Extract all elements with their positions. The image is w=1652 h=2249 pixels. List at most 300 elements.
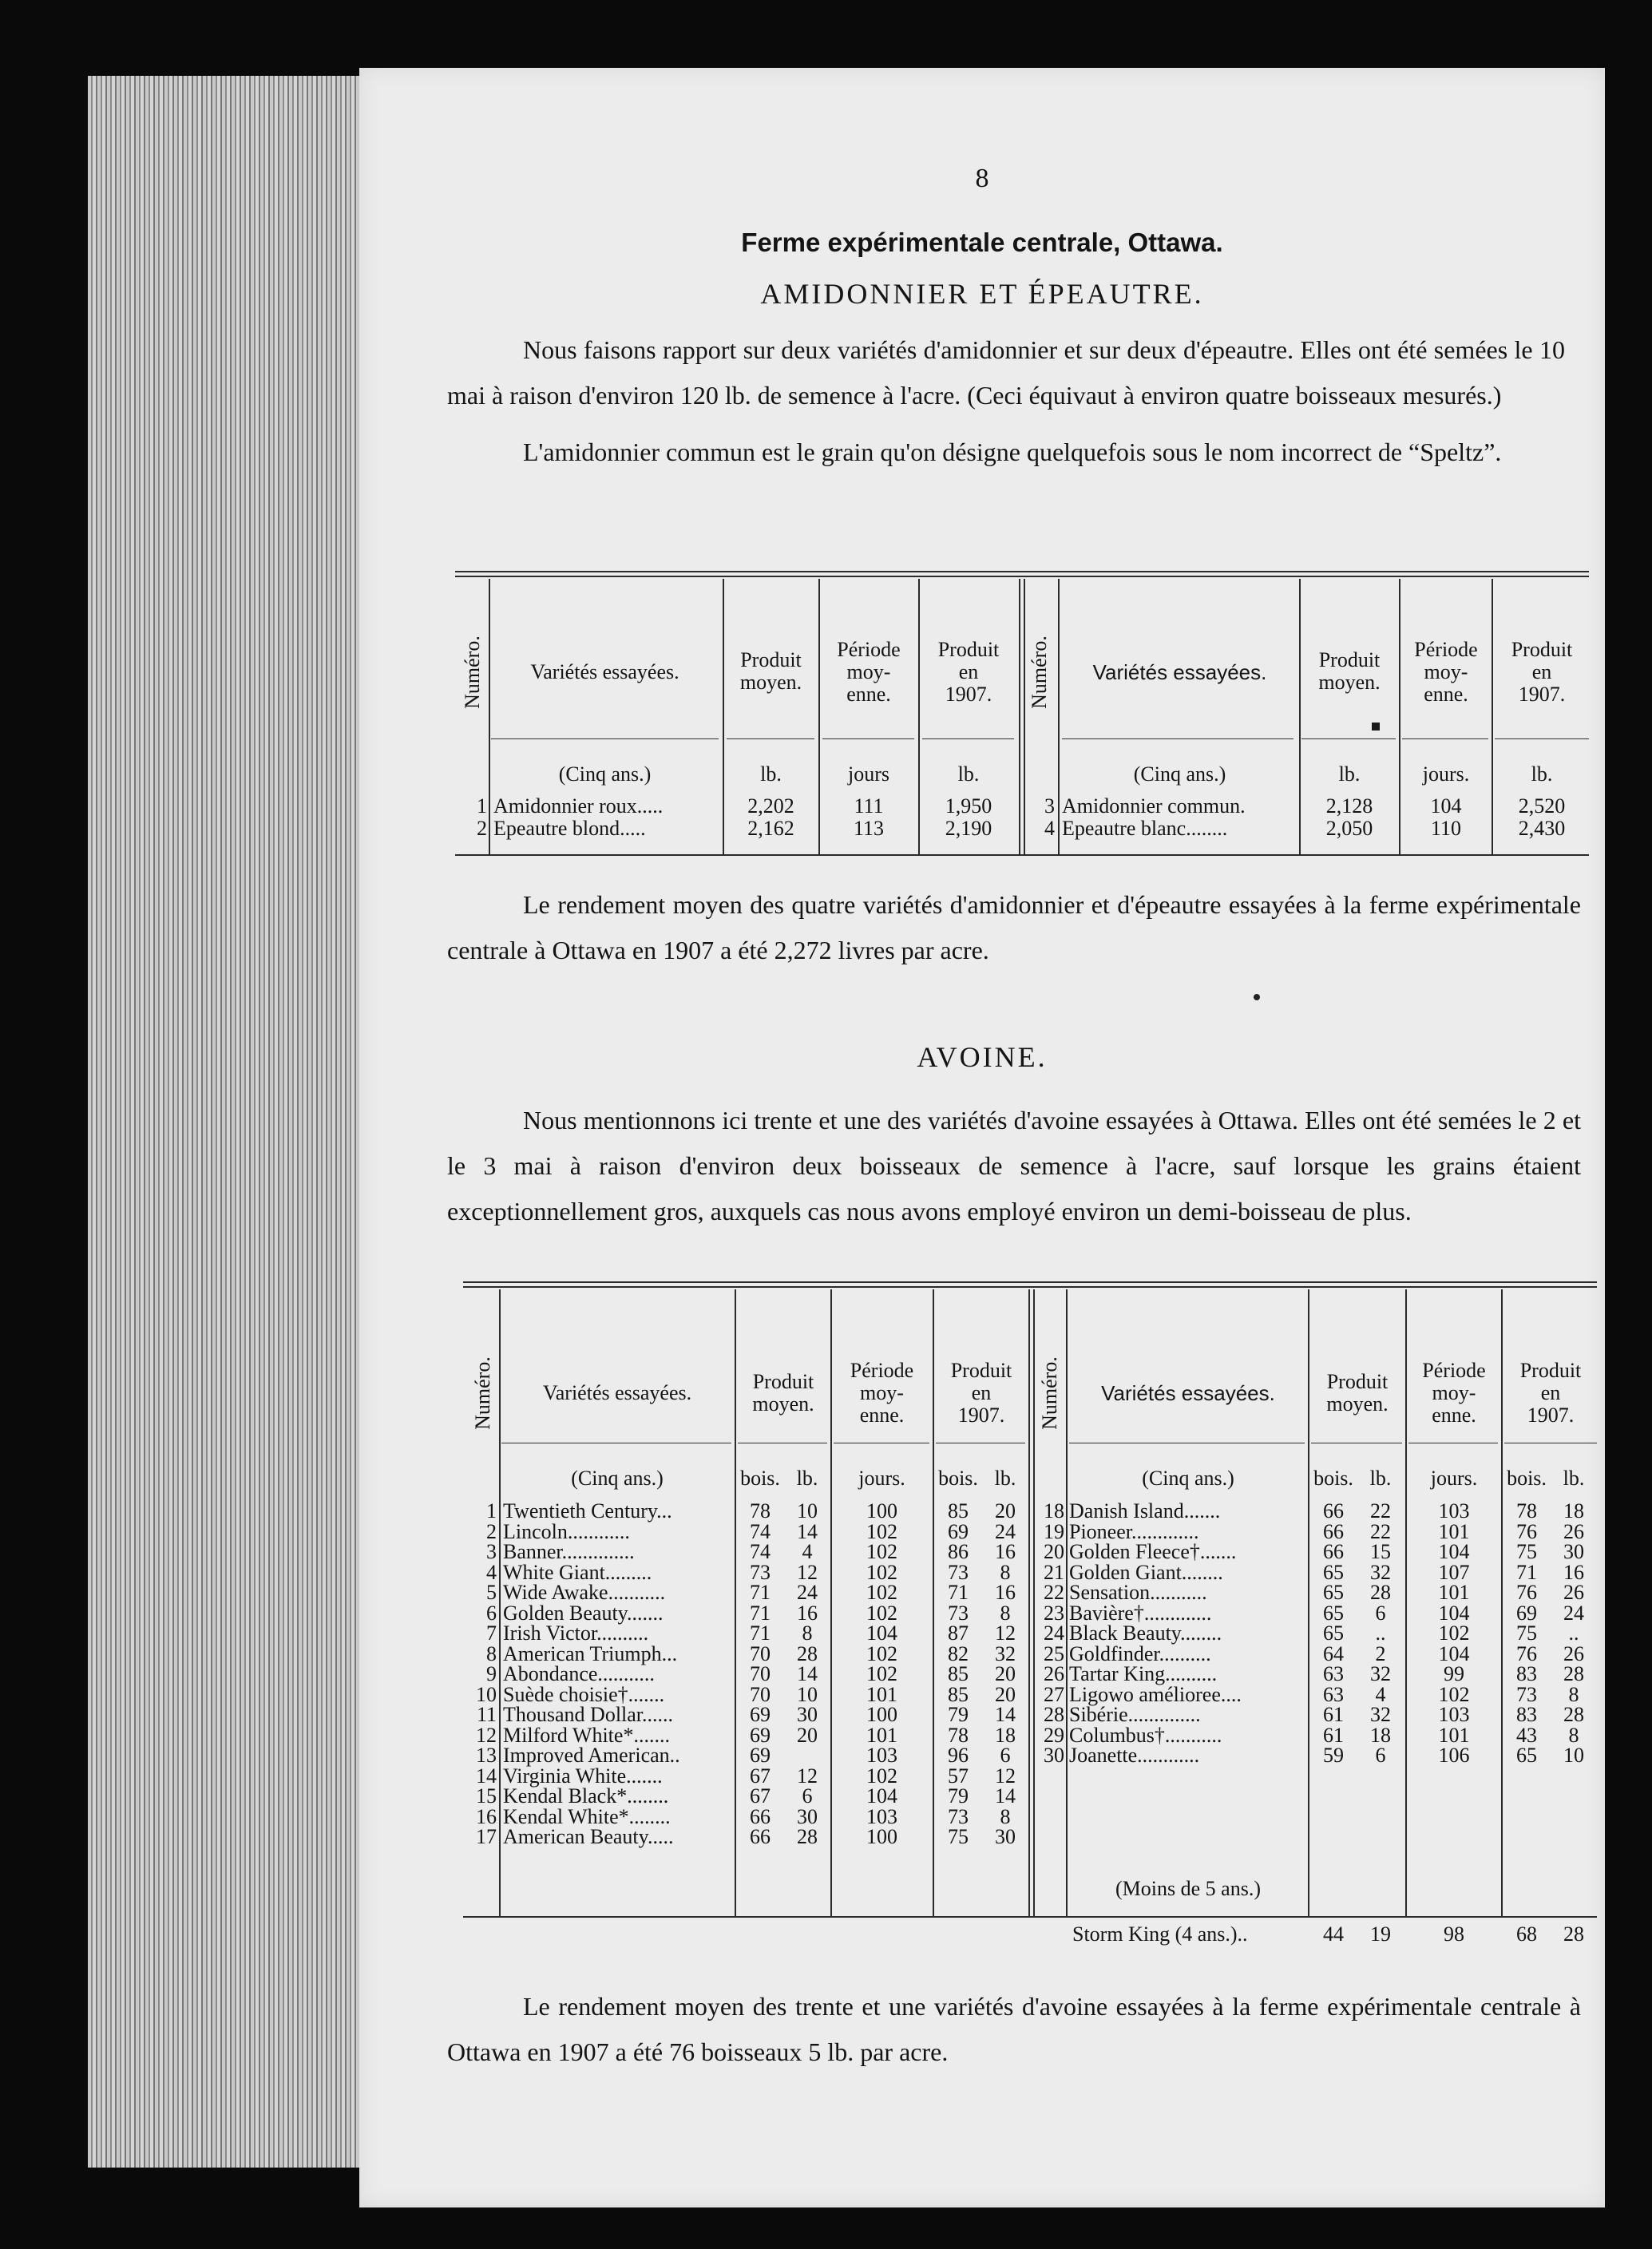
header-line: Produit [1519, 1359, 1582, 1382]
row-bois: 70 [750, 1662, 771, 1685]
column-divider [1028, 1289, 1030, 1916]
row-days: 103 [866, 1804, 897, 1828]
row-bois: 73 [750, 1560, 771, 1584]
row-days: 98 [1444, 1922, 1464, 1946]
unit-period: (Cinq ans.) [571, 1467, 664, 1490]
header-line: moyen. [1318, 671, 1381, 694]
row-num: 19 [1044, 1519, 1064, 1543]
column-divider [818, 579, 820, 854]
row-bois: 69 [750, 1723, 771, 1747]
paragraph-speltz: L'amidonnier commun est le grain qu'on désigne quelquefois sous le nom incorrect de “Speltz”. [523, 438, 1502, 466]
row-bois: 61 [1323, 1703, 1344, 1726]
col-header-varietes-right: Variétés essayées. [1092, 660, 1267, 684]
header-line: en [1531, 660, 1552, 683]
row-num: 4 [1044, 817, 1055, 840]
row-num: 4 [486, 1560, 497, 1584]
row-variety: Ligowo amélioree.... [1069, 1682, 1242, 1706]
row-avg: 2,128 [1325, 794, 1373, 818]
paragraph-intro: Nous faisons rapport sur deux variétés d'amidonnier et sur deux d'épeautre. Elles ont été semées le 10 mai à raison d'environ 120 lb. de semence à l'acre. (Ceci équivaut à environ quatre boisseaux mesurés.) [447, 335, 1565, 410]
row-lb: 4 [802, 1540, 813, 1563]
row-bois-1907: 71 [1516, 1560, 1537, 1584]
row-days: 106 [1438, 1744, 1470, 1767]
header-underline [491, 738, 719, 739]
row-bois: 63 [1323, 1682, 1344, 1706]
row-days: 102 [866, 1764, 897, 1788]
row-variety: Goldfinder.......... [1069, 1641, 1211, 1665]
row-days: 110 [1430, 817, 1462, 840]
row-avg: 2,162 [747, 817, 794, 840]
row-num: 2 [486, 1519, 497, 1543]
row-lb-1907: 8 [1000, 1601, 1011, 1625]
header-line: Produit [937, 638, 1000, 661]
row-1907: 1,950 [945, 794, 992, 818]
row-lb-1907: 20 [995, 1682, 1016, 1706]
table-rule [463, 1281, 1597, 1283]
row-bois-1907: 69 [1516, 1601, 1537, 1625]
row-lb: 28 [797, 1641, 818, 1665]
row-num: 11 [476, 1703, 497, 1726]
header-line: Produit [1318, 648, 1381, 671]
row-lb-1907: 28 [1563, 1703, 1584, 1726]
row-lb: 6 [802, 1784, 813, 1808]
col-header-produit-moyen [725, 649, 817, 694]
unit-bois-1907: bois. [938, 1467, 978, 1490]
row-lb-1907: 16 [995, 1540, 1016, 1563]
col-header-produit-1907 [921, 639, 1016, 706]
row-num: 3 [1044, 794, 1055, 818]
col-header-numero: Numéro. [471, 1356, 494, 1430]
header-underline [1402, 738, 1488, 739]
unit-lb-right: lb. [1369, 1467, 1392, 1490]
row-num: 13 [476, 1744, 497, 1767]
row-lb: 16 [797, 1601, 818, 1625]
row-lb: 12 [797, 1560, 818, 1584]
row-variety: Golden Giant........ [1069, 1560, 1223, 1584]
row-bois: 44 [1323, 1922, 1344, 1946]
row-days: 104 [866, 1784, 897, 1808]
row-num: 24 [1044, 1621, 1064, 1645]
row-bois-1907: 57 [948, 1764, 969, 1788]
header-line: moyen. [1326, 1392, 1389, 1416]
row-lb: 10 [797, 1499, 818, 1522]
row-variety: Amidonnier commun. [1062, 794, 1246, 818]
row-days: 102 [866, 1519, 897, 1543]
col-header-produit-moyen-right [1301, 649, 1397, 694]
row-bois-1907: 79 [948, 1784, 969, 1808]
row-lb-1907: 30 [1563, 1540, 1584, 1563]
row-lb: 28 [797, 1825, 818, 1848]
row-lb: 22 [1370, 1499, 1391, 1522]
table-rule [455, 571, 1589, 572]
section-heading-amidonnier: AMIDONNIER ET ÉPEAUTRE. [760, 278, 1204, 310]
row-1907: 2,430 [1518, 817, 1566, 840]
row-lb-1907: 12 [995, 1764, 1016, 1788]
row-lb-1907: 26 [1563, 1581, 1584, 1604]
header-underline [1062, 738, 1293, 739]
page-number: 8 [975, 164, 989, 193]
row-lb-1907: 24 [1563, 1601, 1584, 1625]
row-bois: 59 [1323, 1744, 1344, 1767]
row-bois: 64 [1323, 1641, 1344, 1665]
row-num: 12 [476, 1723, 497, 1747]
row-num: 18 [1044, 1499, 1064, 1522]
row-num: 7 [486, 1621, 497, 1645]
row-bois-1907: 83 [1516, 1662, 1537, 1685]
row-bois-1907: 71 [948, 1581, 969, 1604]
row-lb-1907: 6 [1000, 1744, 1011, 1767]
row-num: 17 [476, 1825, 497, 1848]
row-variety: Golden Beauty....... [503, 1601, 664, 1625]
row-bois-1907: 73 [1516, 1682, 1537, 1706]
row-days: 107 [1438, 1560, 1470, 1584]
header-line: en [971, 1381, 992, 1404]
column-divider [1066, 1289, 1068, 1916]
row-bois-1907: 75 [1516, 1540, 1537, 1563]
row-bois: 66 [750, 1804, 771, 1828]
row-variety: Amidonnier roux..... [493, 794, 664, 818]
section-amidonnier-text [447, 327, 1565, 475]
table-rule [455, 854, 1589, 856]
col-header-periode-right [1407, 1360, 1501, 1427]
unit-jours-right: jours. [1422, 762, 1470, 786]
row-lb: 18 [1370, 1723, 1391, 1747]
row-num: 22 [1044, 1581, 1064, 1604]
summary-amidonnier: Le rendement moyen des quatre variétés d'amidonnier et d'épeautre essayées à la ferme expérimentale centrale à Ottawa en 1907 a été 2,272 livres par acre. [447, 890, 1581, 964]
row-lb: 15 [1370, 1540, 1391, 1563]
row-variety: Lincoln............ [503, 1519, 630, 1543]
row-bois-1907: 85 [948, 1662, 969, 1685]
row-days: 101 [1438, 1581, 1470, 1604]
row-variety: Bavière†............. [1069, 1601, 1212, 1625]
unit-lb-1907-right: lb. [1563, 1467, 1585, 1490]
row-bois: 67 [750, 1784, 771, 1808]
row-variety: Virginia White....... [503, 1764, 663, 1788]
row-variety: American Triumph... [503, 1641, 678, 1665]
row-bois-1907: 83 [1516, 1703, 1537, 1726]
header-underline [1495, 738, 1589, 739]
row-lb: 32 [1370, 1560, 1391, 1584]
row-bois: 74 [750, 1519, 771, 1543]
row-lb: .. [1375, 1621, 1386, 1645]
header-line: Période [837, 638, 901, 661]
row-bois-1907: 86 [948, 1540, 969, 1563]
print-mark [1372, 723, 1380, 731]
row-bois-1907: 76 [1516, 1519, 1537, 1543]
row-lb-1907: 18 [1563, 1499, 1584, 1522]
unit-bois-right: bois. [1313, 1467, 1353, 1490]
row-num: 20 [1044, 1540, 1064, 1563]
row-bois-1907: 87 [948, 1621, 969, 1645]
row-num: 3 [486, 1540, 497, 1563]
row-num: 8 [486, 1641, 497, 1665]
row-variety: Sensation........... [1069, 1581, 1207, 1604]
row-num: 23 [1044, 1601, 1064, 1625]
row-lb: 20 [797, 1723, 818, 1747]
row-days: 102 [866, 1540, 897, 1563]
row-bois: 66 [750, 1825, 771, 1848]
header-line: 1907. [1527, 1404, 1575, 1427]
row-variety: Columbus†........... [1069, 1723, 1222, 1747]
header-line: Période [1422, 1359, 1486, 1382]
print-dot [1254, 994, 1260, 1000]
table-rule [455, 576, 1589, 577]
column-divider [1299, 579, 1301, 854]
col-header-produit-moyen [736, 1371, 830, 1416]
header-line: Produit [1326, 1370, 1389, 1393]
unit-bois-1907-right: bois. [1507, 1467, 1547, 1490]
row-lb-1907: 20 [995, 1662, 1016, 1685]
row-bois: 65 [1323, 1560, 1344, 1584]
row-bois-1907: 78 [948, 1723, 969, 1747]
unit-jours: jours [848, 762, 889, 786]
row-bois: 69 [750, 1703, 771, 1726]
row-num: 10 [476, 1682, 497, 1706]
row-bois-1907: 68 [1516, 1922, 1537, 1946]
document-page [359, 68, 1605, 2207]
row-num: 1 [477, 794, 487, 818]
row-days: 102 [866, 1601, 897, 1625]
row-variety: Improved American.. [503, 1744, 680, 1767]
row-lb: 19 [1370, 1922, 1391, 1946]
row-num: 25 [1044, 1641, 1064, 1665]
row-lb-1907: 14 [995, 1784, 1016, 1808]
column-divider [1058, 579, 1060, 854]
table-rule [463, 1916, 1597, 1918]
row-lb: 8 [802, 1621, 813, 1645]
row-days: 103 [1438, 1499, 1470, 1522]
header-line: Période [1414, 638, 1478, 661]
unit-jours: jours. [858, 1467, 905, 1490]
row-days: 113 [853, 817, 885, 840]
row-bois: 71 [750, 1621, 771, 1645]
row-days: 103 [1438, 1703, 1470, 1726]
row-lb-1907: 8 [1000, 1560, 1011, 1584]
row-lb: 6 [1375, 1744, 1386, 1767]
col-header-periode [832, 1360, 932, 1427]
row-variety: Twentieth Century... [503, 1499, 672, 1522]
row-lb: 30 [797, 1703, 818, 1726]
row-bois: 70 [750, 1641, 771, 1665]
row-variety: Kendal Black*........ [503, 1784, 669, 1808]
col-header-produit-1907-right [1493, 639, 1591, 706]
summary-avoine: Le rendement moyen des trente et une variétés d'avoine essayées à la ferme expérimentale centrale à Ottawa en 1907 a été 76 boisseaux 5 lb. par acre. [447, 1992, 1581, 2066]
row-variety: Pioneer............. [1069, 1519, 1199, 1543]
row-bois: 70 [750, 1682, 771, 1706]
row-bois-1907: 75 [1516, 1621, 1537, 1645]
header-line: Période [850, 1359, 914, 1382]
row-days: 104 [1438, 1540, 1470, 1563]
section-avoine-text [447, 1098, 1581, 1234]
row-lb-1907: 28 [1563, 1922, 1584, 1946]
row-variety: Joanette............ [1069, 1744, 1200, 1767]
row-num: 26 [1044, 1662, 1064, 1685]
row-variety: Milford White*....... [503, 1723, 670, 1747]
header-line: enne. [846, 683, 891, 706]
row-bois-1907: 65 [1516, 1744, 1537, 1767]
row-variety: Irish Victor.......... [503, 1621, 649, 1645]
section-avoine-summary [447, 1984, 1581, 2075]
row-bois-1907: 73 [948, 1804, 969, 1828]
row-variety: Black Beauty........ [1069, 1621, 1222, 1645]
row-bois: 65 [1323, 1601, 1344, 1625]
header-line: 1907. [945, 683, 992, 706]
row-bois-1907: 73 [948, 1601, 969, 1625]
header-line: Produit [752, 1370, 814, 1393]
row-lb-1907: 8 [1568, 1682, 1579, 1706]
column-divider [918, 579, 920, 854]
row-days: 101 [866, 1723, 897, 1747]
row-variety: Wide Awake........... [503, 1581, 666, 1604]
row-bois: 66 [1323, 1540, 1344, 1563]
row-num: 5 [486, 1581, 497, 1604]
row-lb-1907: 12 [995, 1621, 1016, 1645]
column-divider [1399, 579, 1400, 854]
row-lb: 10 [797, 1682, 818, 1706]
row-lb: 14 [797, 1662, 818, 1685]
row-variety: Abondance........... [503, 1662, 655, 1685]
section-heading-avoine: AVOINE. [917, 1041, 1048, 1073]
row-days: 101 [1438, 1723, 1470, 1747]
row-bois: 65 [1323, 1621, 1344, 1645]
subheading-moins-5-ans: (Moins de 5 ans.) [1115, 1877, 1261, 1900]
row-num: 15 [476, 1784, 497, 1808]
column-divider [499, 1289, 501, 1916]
header-line: moyen. [752, 1392, 814, 1416]
row-variety: Banner.............. [503, 1540, 635, 1563]
row-bois-1907: 76 [1516, 1641, 1537, 1665]
header-line: en [1540, 1381, 1561, 1404]
col-header-produit-moyen-right [1309, 1371, 1405, 1416]
row-num: 9 [486, 1662, 497, 1685]
row-avg: 2,202 [747, 794, 794, 818]
row-lb-1907: 10 [1563, 1744, 1584, 1767]
row-lb-1907: 28 [1563, 1662, 1584, 1685]
row-bois-1907: 69 [948, 1519, 969, 1543]
row-bois: 66 [1323, 1519, 1344, 1543]
unit-lb-1907-right: lb. [1531, 762, 1553, 786]
row-lb-1907: 32 [995, 1641, 1016, 1665]
col-header-numero: Numéro. [461, 636, 484, 709]
row-variety: Danish Island....... [1069, 1499, 1221, 1522]
row-variety: Golden Fleece†....... [1069, 1540, 1237, 1563]
row-bois: 67 [750, 1764, 771, 1788]
col-header-varietes: Variétés essayées. [542, 1381, 692, 1404]
row-lb: 32 [1370, 1662, 1391, 1685]
row-num: 30 [1044, 1744, 1064, 1767]
row-bois: 66 [1323, 1499, 1344, 1522]
section-amidonnier-summary [447, 882, 1581, 973]
unit-period-right: (Cinq ans.) [1142, 1467, 1234, 1490]
col-header-produit-1907-right [1503, 1360, 1599, 1427]
row-bois: 71 [750, 1601, 771, 1625]
row-lb: 32 [1370, 1703, 1391, 1726]
row-bois: 74 [750, 1540, 771, 1563]
row-bois-1907: 78 [1516, 1499, 1537, 1522]
row-lb-1907: .. [1568, 1621, 1579, 1645]
row-lb-1907: 16 [1563, 1560, 1584, 1584]
header-line: 1907. [1518, 683, 1566, 706]
row-days: 102 [1438, 1621, 1470, 1645]
header-line: enne. [1424, 683, 1468, 706]
row-lb-1907: 8 [1568, 1723, 1579, 1747]
row-lb-1907: 24 [995, 1519, 1016, 1543]
row-variety: Storm King (4 ans.).. [1072, 1922, 1248, 1946]
row-bois: 78 [750, 1499, 771, 1522]
header-line: Produit [740, 648, 802, 671]
unit-period-right: (Cinq ans.) [1133, 762, 1226, 786]
header-line: moy- [1432, 1381, 1476, 1404]
row-lb: 22 [1370, 1519, 1391, 1543]
row-lb-1907: 26 [1563, 1519, 1584, 1543]
header-line: Produit [950, 1359, 1012, 1382]
row-lb-1907: 30 [995, 1825, 1016, 1848]
row-variety: Sibérie.............. [1069, 1703, 1201, 1726]
header-line: moyen. [739, 671, 802, 694]
row-bois-1907: 73 [948, 1560, 969, 1584]
row-num: 14 [476, 1764, 497, 1788]
table-rule [463, 1286, 1597, 1288]
row-days: 104 [1438, 1641, 1470, 1665]
column-divider [1024, 579, 1025, 854]
header-line: en [958, 660, 979, 683]
unit-lb: lb. [760, 762, 782, 786]
row-num: 16 [476, 1804, 497, 1828]
column-divider [1033, 1289, 1035, 1916]
row-lb-1907: 18 [995, 1723, 1016, 1747]
row-lb-1907: 16 [995, 1581, 1016, 1604]
row-lb-1907: 20 [995, 1499, 1016, 1522]
unit-period: (Cinq ans.) [558, 762, 652, 786]
row-lb: 6 [1375, 1601, 1386, 1625]
unit-lb: lb. [796, 1467, 818, 1490]
row-days: 102 [866, 1581, 897, 1604]
col-header-periode-right [1401, 639, 1491, 706]
row-1907: 2,520 [1518, 794, 1566, 818]
row-bois-1907: 96 [948, 1744, 969, 1767]
row-lb: 30 [797, 1804, 818, 1828]
column-divider [489, 579, 490, 854]
header-line: moy- [860, 1381, 904, 1404]
col-header-varietes: Variétés essayées. [530, 660, 679, 683]
row-lb: 2 [1375, 1641, 1386, 1665]
row-lb: 12 [797, 1764, 818, 1788]
row-bois-1907: 82 [948, 1641, 969, 1665]
row-variety: Suède choisie†....... [503, 1682, 665, 1706]
row-lb: 4 [1375, 1682, 1386, 1706]
row-bois-1907: 79 [948, 1703, 969, 1726]
row-1907: 2,190 [945, 817, 992, 840]
row-bois: 69 [750, 1744, 771, 1767]
row-bois: 61 [1323, 1723, 1344, 1747]
row-variety: White Giant......... [503, 1560, 652, 1584]
header-underline [822, 738, 914, 739]
farm-title: Ferme expérimentale centrale, Ottawa. [741, 228, 1223, 257]
col-header-numero-right: Numéro. [1028, 636, 1051, 709]
row-days: 102 [866, 1662, 897, 1685]
row-lb: 24 [797, 1581, 818, 1604]
column-divider [723, 579, 724, 854]
row-num: 1 [486, 1499, 497, 1522]
header-underline [922, 738, 1014, 739]
row-lb-1907: 8 [1000, 1804, 1011, 1828]
header-line: moy- [1424, 660, 1468, 683]
row-days: 101 [1438, 1519, 1470, 1543]
row-num: 27 [1044, 1682, 1064, 1706]
row-variety: Tartar King.......... [1069, 1662, 1218, 1685]
col-header-varietes-right: Variétés essayées. [1101, 1381, 1275, 1405]
row-variety: Epeautre blanc........ [1062, 817, 1228, 840]
row-lb-1907: 26 [1563, 1641, 1584, 1665]
